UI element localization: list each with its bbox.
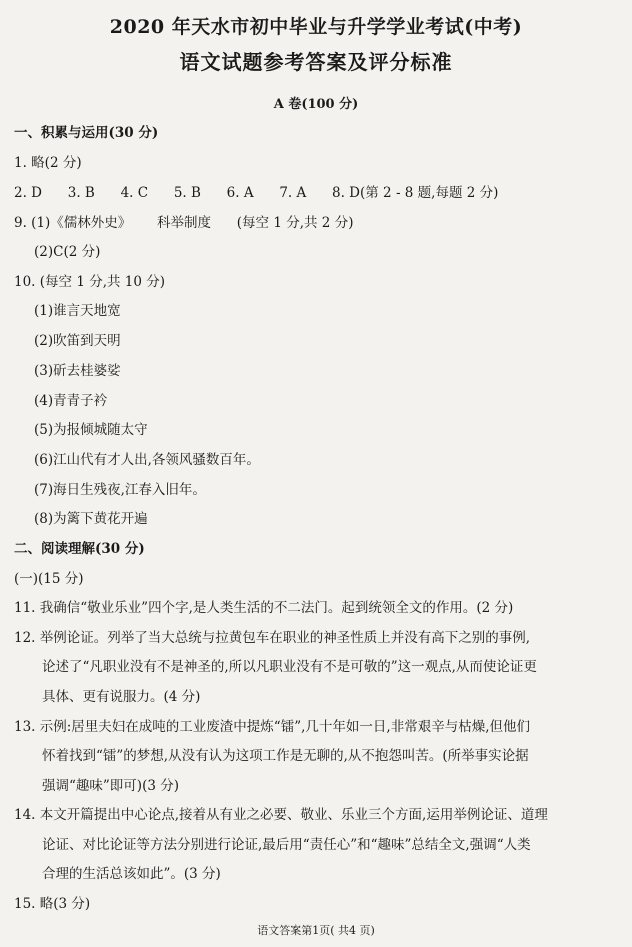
answer-q10-item: (4)青青子衿 [34,393,108,409]
answer-q12-line: 论述了“凡职业没有不是神圣的,所以凡职业没有不是可敬的”这一观点,从而使论证更 [42,659,537,675]
answer-q13-line: 怀着找到“镭”的梦想,从没有认为这项工作是无聊的,从不抱怨叫苦。(所举事实论据 [42,748,529,764]
answer-q10-item: (6)江山代有才人出,各领风骚数百年。 [34,452,260,468]
answer-q2-8: 2. D 3. B 4. C 5. B 6. A 7. A 8. D(第 2 - 8 题,每题 2 分) [14,185,499,201]
answer-q11: 11. 我确信“敬业乐业”四个字,是人类生活的不二法门。起到统领全文的作用。(2 分) [14,600,514,616]
section2-heading: 二、阅读理解(30 分) [14,541,145,557]
answer-q10-heading: 10. (每空 1 分,共 10 分) [14,274,166,290]
answer-q14-line: 论证、对比论证等方法分别进行论证,最后用“责任心”和“趣味”总结全文,强调“人类 [42,837,531,853]
answer-q9-part2: (2)C(2 分) [34,244,101,260]
part1-heading: (一)(15 分) [14,571,84,587]
answer-q14-line: 14. 本文开篇提出中心论点,接着从有业之必要、敬业、乐业三个方面,运用举例论证、道理 [14,807,548,823]
answer-q10-item: (7)海日生残夜,江春入旧年。 [34,482,206,498]
answer-q10-item: (8)为篱下黄花开遍 [34,511,148,527]
section1-heading: 一、积累与运用(30 分) [14,125,159,141]
answer-q15: 15. 略(3 分) [14,896,91,912]
answer-q13-line: 13. 示例:居里夫妇在成吨的工业废渣中提炼“镭”,几十年如一日,非常艰辛与枯燥,但他们 [14,719,530,735]
page-footer: 语文答案第1页( 共4 页) [257,924,375,937]
answer-q10-item: (1)谁言天地宽 [34,303,121,319]
answer-q1: 1. 略(2 分) [14,155,82,171]
answer-q14-line: 合理的生活总该如此”。(3 分) [42,866,221,882]
answer-q12-line: 12. 举例论证。列举了当大总统与拉黄包车在职业的神圣性质上并没有高下之别的事例, [14,630,531,646]
answer-q12-line: 具体、更有说服力。(4 分) [42,689,201,705]
answer-q10-item: (3)斫去桂婆娑 [34,363,121,379]
document-title: 2020 年天水市初中毕业与升学学业考试(中考) [109,16,523,38]
volume-label: A 卷(100 分) [273,97,359,112]
answer-q9-part1: 9. (1)《儒林外史》 科举制度 (每空 1 分,共 2 分) [14,215,354,231]
answer-q13-line: 强调“趣味”即可)(3 分) [42,778,179,794]
document-subtitle: 语文试题参考答案及评分标准 [179,50,453,74]
answer-q10-item: (2)吹笛到天明 [34,333,121,349]
answer-q10-item: (5)为报倾城随太守 [34,422,148,438]
